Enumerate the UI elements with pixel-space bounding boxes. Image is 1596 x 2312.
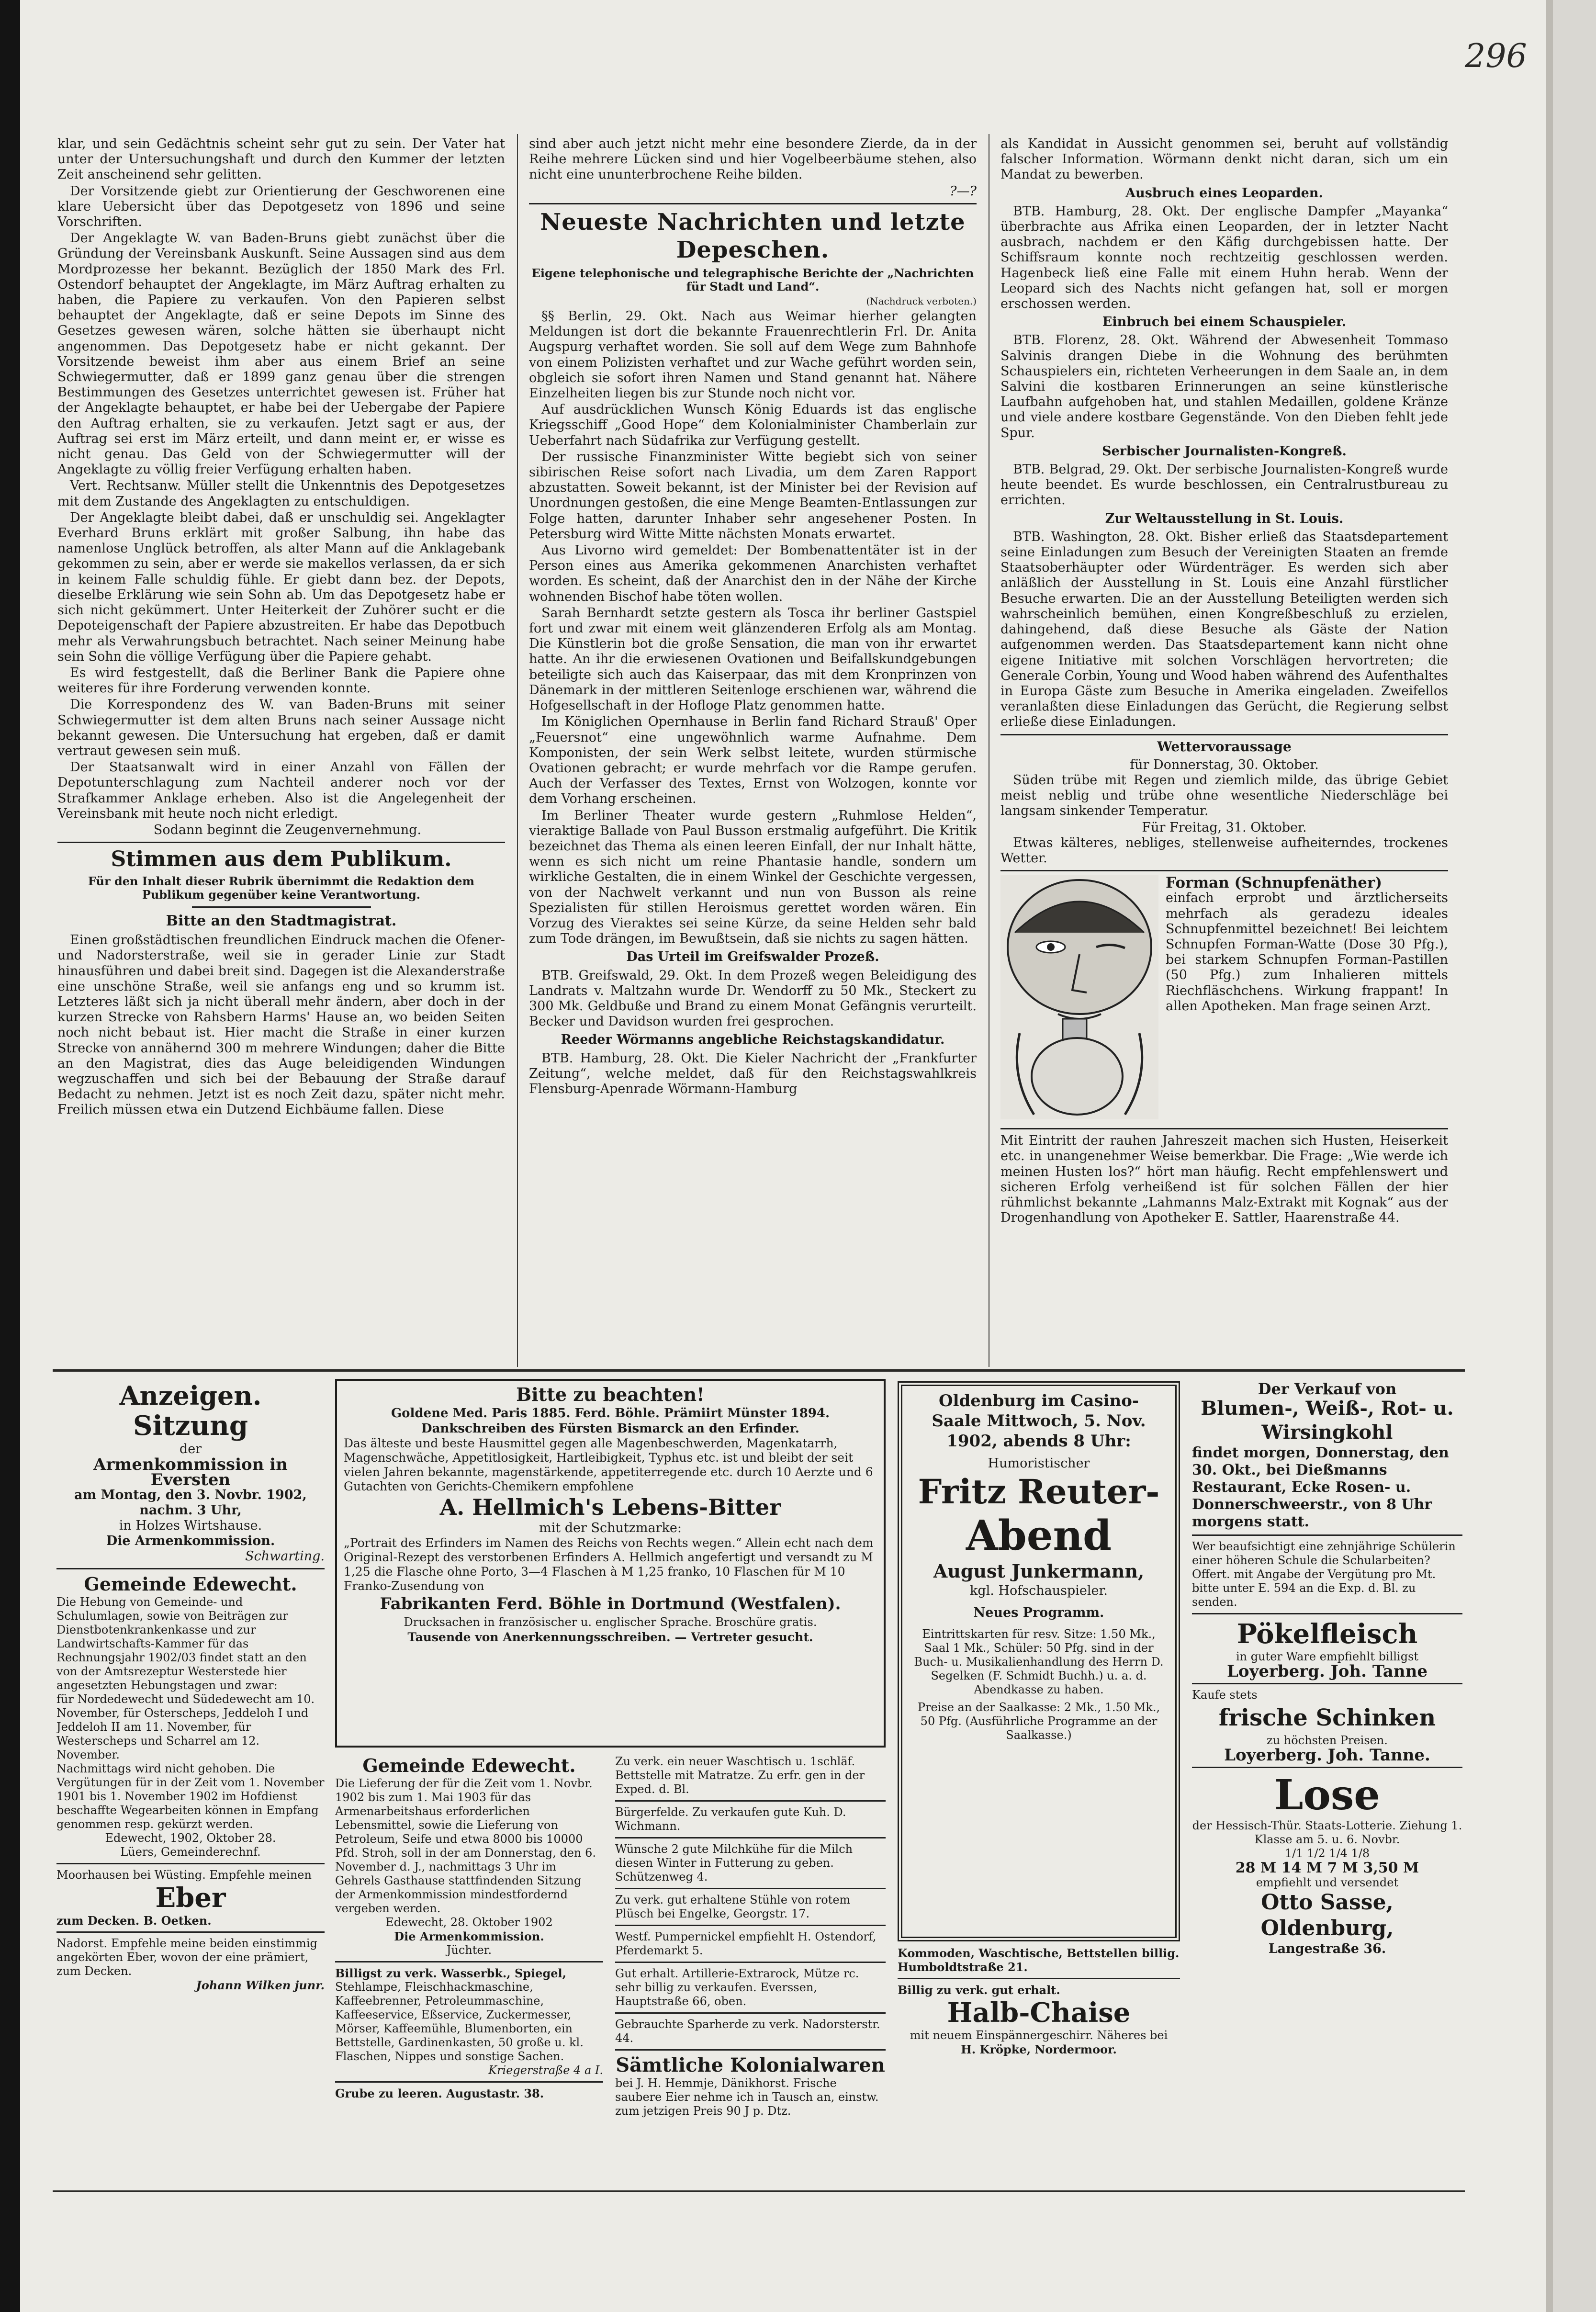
- ad-rule: [615, 1800, 886, 1802]
- ad-rule: [615, 1837, 886, 1838]
- ad-rule: [898, 1978, 1180, 1979]
- column-1: [57, 136, 505, 1119]
- edewecht-body: Die Hebung von Gemeinde- und Schulumlagen, sowie von Beiträgen zur Dienstbotenkrankenkasse und zur Landwirtschafts-Kammer für das Rechnungsjahr 1902/03 findet statt an den von der Amtsrezeptur Westerstede hier angesetzten Hebungstagen und zwar:: [56, 1595, 307, 1692]
- small-ad: Gut erhalt. Artillerie-Extrarock, Mütze rc. sehr billig zu verkaufen. Everssen, Hauptstraße 66, oben.: [615, 1967, 859, 2008]
- bitter-body: Das älteste und beste Hausmittel gegen alle Magenbeschwerden, Magenkatarrh, Magenschwäche, Appetitlosigkeit, Hartleibigkeit, Typhus etc. ist und bleibt der seit vielen Jahren bekannte, magenstärkende, appetiterregende etc. durch 10 Aerzte und 6 Gutachten von Gerichts-Chemikern empfohlene: [344, 1436, 873, 1493]
- paragraph: Aus Livorno wird gemeldet: Der Bombenattentäter ist in der Person eines aus Amerika gekommenen Anarchisten verhaftet worden. Es scheint, daß der Anarchist den in der Nähe der Kirche wohnenden Bischof habe töten wollen.: [529, 543, 977, 604]
- small-ad: Westf. Pumpernickel empfiehlt H. Ostendorf, Pferdemarkt 5.: [615, 1930, 877, 1957]
- edewecht-sig: Lüers, Gemeinderechnf.: [120, 1845, 261, 1859]
- ad-rule: [1192, 1613, 1462, 1614]
- eber-title: Eber: [155, 1882, 226, 1914]
- poekel-body: in guter Ware empfiehlt billigst: [1236, 1650, 1419, 1663]
- sasse-addr: Langestraße 36.: [1268, 1941, 1386, 1956]
- prices: Preise an der Saalkasse: 2 Mk., 1.50 Mk., 50 Pfg. (Ausführliche Programme an der Saalkasse.): [917, 1701, 1160, 1742]
- paragraph: klar, und sein Gedächtnis scheint sehr gut zu sein. Der Vater hat unter der Untersuchungshaft und durch den Kummer der letzten Zeit anscheinend sehr gelitten.: [57, 136, 505, 182]
- anzeigen-title: Anzeigen.: [119, 1381, 262, 1411]
- chaise-ad: [898, 1946, 1180, 2186]
- paragraph: BTB. Greifswald, 29. Okt. In dem Prozeß wegen Beleidigung des Landrats v. Maltzahn wurde Dr. Wendorff zu 50 Mk., Steckert zu 300 Mk. Geldbuße und Brand zu einem Monat Gefängnis verurteilt. Becker und Davidson wurden frei gesprochen.: [529, 968, 977, 1029]
- ad-rule: [56, 1568, 325, 1569]
- signature: ?—?: [950, 183, 977, 199]
- paragraph: Etwas kälteres, nebliges, stellenweise aufheiterndes, trockenes Wetter.: [1000, 835, 1448, 866]
- blumen-head: Der Verkauf von: [1258, 1381, 1397, 1398]
- sitzung-line: Schwarting.: [245, 1549, 325, 1564]
- forman-ad: [1000, 875, 1448, 1124]
- poekel-title: Pökelfleisch: [1236, 1618, 1418, 1650]
- programm: Neues Programm.: [973, 1605, 1104, 1620]
- blumen-body: findet morgen, Donnerstag, den 30. Okt., bei Dießmanns Restaurant, Ecke Rosen- u. Donnerschweerstr., von 8 Uhr morgens statt.: [1192, 1444, 1449, 1530]
- blumen-title: Blumen-, Weiß-, Rot- u. Wirsingkohl: [1201, 1397, 1454, 1444]
- paragraph: Der Angeklagte bleibt dabei, daß er unschuldig sei. Angeklagter Everhard Bruns erklärt mit großer Salbung, ihn habe das namenlose Unglück betroffen, als alter Mann auf die Anklagebank gekommen zu sein, aber er werde sie makellos verlassen, da er sich in keinem Falle schuldig fühle. Er giebt dann bez. der Depots, dieselbe Erklärung wie sein Sohn ab. Um das Depotgesetz habe er sich nicht gekümmert. Unter Heiterkeit der Zuhörer sucht er die Depoteigenschaft der Papiere abzustreiten. Er habe das Depotbuch mehr als Verwahrungsbuch betrachtet. Nach seiner Meinung habe sein Sohn die völlige Verfügung über die Papiere gehabt.: [57, 510, 505, 664]
- scan-edge: [0, 0, 20, 2312]
- billig-abz: Billig zu verk. gut erhalt.: [898, 1983, 1060, 1997]
- schinken-sig: Loyerberg. Joh. Tanne.: [1224, 1746, 1430, 1765]
- poekel-sig: Loyerberg. Joh. Tanne: [1227, 1662, 1427, 1681]
- column-3: [1000, 136, 1448, 1227]
- section-rule: [1000, 1128, 1448, 1129]
- subheading: Reeder Wörmanns angebliche Reichstagskandidatur.: [561, 1032, 945, 1048]
- lose-postage: empfiehlt und versendet: [1256, 1876, 1399, 1889]
- small-ad: Zu verk. gut erhaltene Stühle von rotem Plüsch bei Engelke, Georgstr. 17.: [615, 1893, 851, 1920]
- reuter-title: Fritz Reuter-: [918, 1472, 1160, 1511]
- sitzung-line: in Holzes Wirtshause.: [119, 1518, 262, 1533]
- billig-addr: Kriegerstraße 4 a I.: [488, 2064, 603, 2077]
- subheading: Serbischer Journalisten-Kongreß.: [1102, 443, 1347, 459]
- schinken-title: frische Schinken: [1218, 1704, 1436, 1731]
- small-ad: Zu verk. ein neuer Waschtisch u. 1schläf. Bettstelle mit Matratze. Zu erfr. gen in der Exped. d. Bl.: [615, 1755, 865, 1796]
- hofschauspieler: kgl. Hofschauspieler.: [970, 1583, 1108, 1598]
- schinken-head: Kaufe stets: [1192, 1688, 1258, 1702]
- section-rule: [192, 906, 371, 908]
- lose-title: Lose: [1274, 1771, 1380, 1819]
- paragraph: Auf ausdrücklichen Wunsch König Eduards ist das englische Kriegsschiff „Good Hope“ dem Kolonialminister Chamberlain zur Ueberfahrt nach Südafrika zur Verfügung gestellt.: [529, 402, 977, 448]
- ad-rule: [335, 1961, 603, 1962]
- casino-line: Oldenburg im Casino-: [938, 1391, 1139, 1410]
- ad-rule: [615, 2012, 886, 2014]
- paragraph: BTB. Washington, 28. Okt. Bisher erließ das Staatsdepartement seine Einladungen zum Besuch der Vereinigten Staaten an fremde Staatsoberhäupter oder Würdenträger. Es werden sich aber anläßlich der Ausstellung in St. Louis eine Anzahl fürstlicher Besuche erwarten. Die an der Ausstellung Beteiligten werden sich wahrscheinlich bemühen, einen Kongreßbeschluß zu erzielen, dahingehend, daß diese Besuche als Gäste der Nation aufgenommen werden. Das Staatsdepartement kann nicht ohne eigene Initiative mit solchen Vorschlägen hervortreten; die Generale Corbin, Young und Wood haben während des Aufenthaltes in Europa Gäste zum Besuche in Amerika eingeladen. Zweifellos veranlaßten diese Einladungen das Gerücht, die Regierung selbst erließe diese Einladungen.: [1000, 529, 1448, 730]
- paragraph: Es wird festgestellt, daß die Berliner Bank die Papiere ohne weiteres für ihre Forderung verwenden konnte.: [57, 665, 505, 696]
- bitter-firm: Fabrikanten Ferd. Böhle in Dortmund (Westfalen).: [380, 1594, 841, 1613]
- ad-rule: [1192, 1767, 1462, 1768]
- paragraph: BTB. Hamburg, 28. Okt. Die Kieler Nachricht der „Frankfurter Zeitung“, welche meldet, daß für den Reichstagswahlkreis Flensburg-Apenrade Wörmann-Hamburg: [529, 1050, 977, 1096]
- junkermann: August Junkermann,: [933, 1560, 1145, 1582]
- subheading: Ausbruch eines Leoparden.: [1125, 185, 1323, 201]
- cough-ad: Mit Eintritt der rauhen Jahreszeit machen sich Husten, Heiserkeit etc. in unangenehmer Weise bemerkbar. Die Frage: „Wie werde ich meinen Husten los?“ hört man häufig. Recht empfehlenswert und sicheren Erfolg verheißend ist für solchen Fällen der hier rühmlichst bekannte „Lahmanns Malz-Extrakt mit Kognak“ aus der Drogenhandlung von Apotheker E. Sattler, Haarenstraße 44.: [1000, 1133, 1448, 1226]
- edewecht2-title: Gemeinde Edewecht.: [362, 1755, 576, 1776]
- casino-line: 1902, abends 8 Uhr:: [946, 1432, 1131, 1451]
- paragraph: §§ Berlin, 29. Okt. Nach aus Weimar hierher gelangten Meldungen ist dort die bekannte Frauenrechtlerin Frl. Dr. Anita Augspurg verhaftet worden. Sie soll auf dem Wege zum Bahnhofe von einem Polizisten verhaftet und zur Wache geführt worden sein, obgleich sie sofort ihren Namen und Stand genannt hat. Nähere Einzelheiten liegen bis zur Stunde noch nicht vor.: [529, 309, 977, 401]
- bismarck-line: Dankschreiben des Fürsten Bismarck an den Erfinder.: [421, 1421, 799, 1436]
- bitter-title: A. Hellmich's Lebens-Bitter: [439, 1494, 781, 1520]
- paragraph: Der russische Finanzminister Witte begiebt sich von seiner sibirischen Reise sofort nach Livadia, um dem Zaren Rapport abzustatten. Soweit bekannt, ist der Minister bei der Revision auf Unordnungen gestoßen, die eine Menge Beamten-Entlassungen zur Folge hatten, darunter Inhaber sehr angesehener Posten. In Petersburg wird Witte Mitte nächsten Monats erwartet.: [529, 449, 977, 541]
- ad-rule: [335, 2081, 603, 2083]
- medals: Goldene Med. Paris 1885. Ferd. Böhle. Prämiirt Münster 1894.: [391, 1406, 830, 1421]
- ads-column-a: [56, 1381, 325, 2181]
- subheading: Zur Weltausstellung in St. Louis.: [1105, 511, 1344, 526]
- schinken-body: zu höchsten Preisen.: [1267, 1734, 1388, 1747]
- section-rule: [1000, 734, 1448, 735]
- forman-body: einfach erprobt und ärztlicherseits mehrfach als geradezu ideales Schnupfenmittel bezeichnet! Bei leichtem Schnupfen Forman-Watte (Dose 30 Pfg.), bei starkem Schnupfen Forman-Pastillen (50 Pfg.) zum Inhalieren mittels Riechfläschchens. Wirkung frappant! In allen Apotheken. Man frage seinen Arzt.: [1166, 891, 1448, 1014]
- sitzung-line: Die Armenkommission.: [106, 1534, 275, 1548]
- section-rule: [57, 842, 505, 843]
- paragraph: Im Königlichen Opernhause in Berlin fand Richard Strauß' Oper „Feuersnot“ eine ungewöhnlich warme Aufnahme. Dem Komponisten, der sein Werk selbst leitete, wurden stürmische Ovationen gebracht; er wurde mehrfach vor die Rampe gerufen. Auch der Verfasser des Textes, Ernst von Wolzogen, konnte vor dem Vorhang erscheinen.: [529, 714, 977, 807]
- edewecht2-sig: Die Armenkommission.: [394, 1929, 544, 1943]
- edewecht-end: Nachmittags wird nicht gehoben. Die Vergütungen für in der Zeit vom 1. November 1901 bis 1. November 1902 im Hofdienst beschaffte Wegearbeiten können in Empfang genommen resp. gekürzt werden.: [56, 1762, 325, 1831]
- ad-rule: [56, 1931, 325, 1933]
- bitter-ad: [335, 1379, 886, 1748]
- sasse-title: Otto Sasse, Oldenburg,: [1260, 1890, 1394, 1940]
- edewecht-title: Gemeinde Edewecht.: [84, 1573, 297, 1595]
- paragraph: BTB. Belgrad, 29. Okt. Der serbische Journalisten-Kongreß wurde heute beendet. Es wurde beschlossen, ein Centralrustbureau zu errichten.: [1000, 462, 1448, 508]
- paragraph: Sarah Bernhardt setzte gestern als Tosca ihr berliner Gastspiel fort und zwar mit einem weit glänzenderen Erfolg als am Montag. Die Künstlerin bot die große Sensation, die man von ihr erwartet hatte. An ihr die erwiesenen Ovationen und Beifallskundgebungen beteiligte sich auch das Kaiserpaar, das mit dem Kronprinzen von Dänemark in der mittleren Seitenloge erschienen war, während die Hofgesellschaft in der Hofloge Platz genommen hatte.: [529, 605, 977, 713]
- lose-prices: 28 M 14 M 7 M 3,50 M: [1235, 1860, 1419, 1876]
- weather-day: Für Freitag, 31. Oktober.: [1142, 820, 1307, 835]
- ad-rule: [1192, 1683, 1462, 1684]
- column-2: [529, 136, 977, 1098]
- paragraph: Der Angeklagte W. van Baden-Bruns giebt zunächst über die Gründung der Vereinsbank Auskunft. Seine Aussagen sind aus dem Mordprozesse her bekannt. Bezüglich der 1850 Mark des Frl. Ostendorf behauptet der Angeklagte, im März Auftrag erhalten zu haben, die Papiere zu verkaufen. Von den Papieren selbst behauptet der Angeklagte, daß er seine Depots im Sinne des Gesetzes gewesen wären, solche hätten sie überhaupt nicht angenommen. Das Depotgesetz habe er nicht gekannt. Der Vorsitzende beweist ihm aber aus einem Brief an seine Schwiegermutter, daß er 1899 ganz genau über die strengen Bestimmungen des Gesetzes unterrichtet gewesen ist. Früher hat der Angeklagte behauptet, er habe bei der Uebergabe der Papiere den Auftrag erhalten, sie zu verkaufen. Jetzt sagt er aus, der Auftrag sei erst im März erteilt, und dann meint er, er wisse es nicht genau. Das Geld von der Schwiegermutter will der Angeklagte zu völlig freier Verfügung erhalten haben.: [57, 231, 505, 477]
- small-ad: Gebrauchte Sparherde zu verk. Nadorsterstr. 44.: [615, 2018, 880, 2045]
- ad-rule: [615, 2049, 886, 2051]
- ad-rule: [615, 1925, 886, 1926]
- sitzung-line: am Montag, den 3. Novbr. 1902,: [74, 1488, 307, 1502]
- ad-rule: [56, 1863, 325, 1864]
- bitter-foot2: Tausende von Anerkennungsschreiben. — Vertreter gesucht.: [407, 1630, 813, 1644]
- eber-head: Moorhausen bei Wüsting. Empfehle meinen: [56, 1868, 312, 1882]
- edewecht2-sig: Jüchter.: [446, 1943, 492, 1957]
- paragraph: Süden trübe mit Regen und ziemlich milde, das übrige Gebiet meist neblig und trübe ohne wesentliche Niederschläge bei langsam sinkender Temperatur.: [1000, 772, 1448, 819]
- page-number: 296: [1465, 37, 1527, 75]
- lose-body: der Hessisch-Thür. Staats-Lotterie. Ziehung 1. Klasse am 5. u. 6. Novbr.: [1192, 1819, 1462, 1846]
- reuter-ad: [898, 1381, 1180, 1941]
- chaise-sig: H. Kröpke, Nordermoor.: [961, 2042, 1117, 2056]
- edewecht2-sig: Edewecht, 28. Oktober 1902: [385, 1916, 553, 1929]
- ad-rule: [615, 1888, 886, 1889]
- paragraph: BTB. Florenz, 28. Okt. Während der Abwesenheit Tommaso Salvinis drangen Diebe in die Wohnung des berühmten Schauspielers ein, richteten Verheerungen in dem Saale an, in dem Salvini die kostbaren Erinnerungen an seine künstlerische Laufbahn aufgehoben hat, und stahlen Medaillen, goldene Kränze und viele andere kostbare Gegenstände. Von den Dieben fehlt jede Spur.: [1000, 333, 1448, 440]
- forman-title: Forman (Schnupfenäther): [1166, 874, 1382, 892]
- ad-rule: [1192, 1534, 1462, 1536]
- ads-separator: [53, 1369, 1465, 1372]
- section-title: Stimmen aus dem Publikum.: [111, 847, 452, 872]
- nadorst-ad: Nadorst. Empfehle meine beiden einstimmig angekörten Eber, wovon der eine prämiert, zum Decken.: [56, 1937, 317, 1978]
- paragraph: Einen großstädtischen freundlichen Eindruck machen die Ofener- und Nadorsterstraße, weil sie in gerader Linie zur Stadt hinausführen und dabei breit sind. Dagegen ist die Alexanderstraße eine unschöne Straße, weil sie anfangs eng und so krumm ist. Letzteres läßt sich ja nicht überall mehr ändern, aber doch in der kurzen Strecke von Rahsbern Harms' Hause an, wo beiden Seiten noch nicht bebaut ist. Hier macht die Straße in einer kurzen Strecke von annähernd 300 m mehrere Windungen; daher die Bitte an den Magistrat, dies das Auge beleidigenden Windungen wegzuschaffen und sich bei der Bebauung der Straße darauf Bedacht zu nehmen. Jetzt ist es noch Zeit dazu, später nicht mehr. Freilich müssen etwa ein Dutzend Eichbäume fallen. Diese: [57, 933, 505, 1117]
- paragraph: BTB. Hamburg, 28. Okt. Der englische Dampfer „Mayanka“ überbrachte aus Afrika einen Leoparden, der in letzter Nacht ausbrach, nachdem er den Käfig durchgebissen hatte. Der Schiffsraum konnte noch rechtzeitig geschlossen werden. Hagenbeck ließ eine Falle mit einem Huhn herab. Wenn der Leopard sich des Nachts nicht gefangen hat, soll er morgen erschossen werden.: [1000, 203, 1448, 312]
- weather-day: für Donnerstag, 30. Oktober.: [1130, 757, 1319, 772]
- weather-title: Wettervoraussage: [1157, 738, 1292, 755]
- paragraph: Der Vorsitzende giebt zur Orientierung der Geschworenen eine klare Uebersicht über das Depotgesetz von 1896 und seine Vorschriften.: [57, 183, 505, 230]
- bitter-mark: mit der Schutzmarke:: [539, 1521, 682, 1535]
- section-rule: [1000, 870, 1448, 871]
- kommoden-ad: Kommoden, Waschtische, Bettstellen billig. Humboldtstraße 21.: [898, 1946, 1180, 1974]
- chaise-body: mit neuem Einspännergeschirr. Näheres bei: [910, 2029, 1168, 2042]
- grube-ad: Grube zu leeren. Augustastr. 38.: [335, 2086, 544, 2100]
- section-note: (Nachdruck verboten.): [866, 295, 977, 307]
- subheading: Das Urteil im Greifswalder Prozeß.: [626, 949, 879, 965]
- subheading: Einbruch bei einem Schauspieler.: [1102, 315, 1347, 330]
- tickets: Eintrittskarten für resv. Sitze: 1.50 Mk., Saal 1 Mk., Schüler: 50 Pfg. sind in der Buch- u. Musikalienhandlung des Herrn D. Segelken (F. Schmidt Buchh.) u. a. d. Abendkasse zu haben.: [914, 1627, 1164, 1696]
- edewecht2-body: Die Lieferung der für die Zeit vom 1. Novbr. 1902 bis zum 1. Mai 1903 für das Armenarbeitshaus erforderlichen Lebensmittel, sowie die Lieferung von Petroleum, Seife und etwa 8000 bis 10000 Pfd. Stroh, soll in der am Donnerstag, den 6. November d. J., nachmittags 3 Uhr im Gehrels Gasthause stattfindenden Sitzung der Armenkommission mindestfordernd vergeben werden.: [335, 1777, 596, 1915]
- bitte-title: Bitte zu beachten!: [516, 1384, 705, 1405]
- sitzung-title: Sitzung: [133, 1410, 248, 1442]
- casino-sub: Humoristischer: [988, 1456, 1090, 1471]
- billig-title: Billigst zu verk. Wasserbk., Spiegel,: [335, 1966, 566, 1980]
- sitzung-line: Armenkommission in Eversten: [93, 1455, 288, 1489]
- lose-fracs: 1/1 1/2 1/4 1/8: [1284, 1847, 1370, 1860]
- schueler-ad: Wer beaufsichtigt eine zehnjährige Schülerin einer höheren Schule die Schularbeiten? Offert. mit Angabe der Vergütung pro Mt. bitte unter E. 594 an die Exp. d. Bl. zu senden.: [1192, 1540, 1456, 1609]
- section-subtitle: Eigene telephonische und telegraphische Berichte der „Nachrichten für Stadt und Land“.: [531, 266, 974, 293]
- edewecht-dates: für Nordedewecht und Südedewecht am 10. November, für Osterscheps, Jeddeloh I und Jeddeloh II am 11. November, für Westerscheps und Scharrel am 12. November.: [56, 1692, 315, 1761]
- chaise-title: Halb-Chaise: [947, 1997, 1131, 2029]
- paragraph: Vert. Rechtsanw. Müller stellt die Unkenntnis des Depotgesetzes mit dem Zustande des Angeklagten zu entschuldigen.: [57, 478, 505, 509]
- paragraph: Sodann beginnt die Zeugenvernehmung.: [153, 822, 422, 837]
- column-rule: [517, 134, 518, 1367]
- bottom-rule: [53, 2190, 1465, 2192]
- section-note: Für den Inhalt dieser Rubrik übernimmt die Redaktion dem Publikum gegenüber keine Verantwortung.: [88, 874, 475, 902]
- section-title: Neueste Nachrichten und letzte Depeschen.: [540, 208, 966, 263]
- kolonial-body: bei J. H. Hemmje, Dänikhorst. Frische saubere Eier nehme ich in Tausch an, einstw. zum jetzigen Preis 90 J p. Dtz.: [615, 2076, 879, 2118]
- reuter-abend: Abend: [966, 1511, 1112, 1560]
- billig-body: Stehlampe, Fleischhackmaschine, Kaffeebrenner, Petroleummaschine, Kaffeeservice, Eßservice, Zuckermesser, Mörser, Kaffeemühle, Blumenborten, ein Bettstelle, Gardinenkasten, 50 große u. kl. Flaschen, Nippes und sonstige Sachen.: [335, 1980, 584, 2063]
- paragraph: Der Staatsanwalt wird in einer Anzahl von Fällen der Depotunterschlagung zum Nachteil anderer noch vor der Strafkammer Anklage erheben. Also ist die Angelegenheit der Vereinsbank mit heute noch nicht erledigt.: [57, 760, 505, 821]
- edewecht-2-ad: [335, 1755, 603, 2186]
- casino-line: Saale Mittwoch, 5. Nov.: [932, 1411, 1146, 1431]
- section-rule: [529, 203, 977, 204]
- forman-text: [1166, 875, 1448, 1014]
- forman-illustration: [1000, 875, 1158, 1119]
- edewecht-sig: Edewecht, 1902, Oktober 28.: [105, 1831, 276, 1845]
- small-ad: Bürgerfelde. Zu verkaufen gute Kuh. D. Wichmann.: [615, 1805, 846, 1833]
- ads-column-right: [1192, 1381, 1462, 2186]
- sitzung-line: der: [179, 1442, 202, 1456]
- paragraph: Die Korrespondenz des W. van Baden-Bruns mit seiner Schwiegermutter ist dem alten Bruns nach seiner Aussage nicht bekannt gewesen. Die Untersuchung hat ergeben, daß er damit vertraut gewesen sein muß.: [57, 697, 505, 758]
- paragraph: Im Berliner Theater wurde gestern „Ruhmlose Helden“, vieraktige Ballade von Paul Busson erstmalig aufgeführt. Die Kritik bezeichnet das Thema als einen leeren Einfall, der nur Inhalt hätte, wenn es sich nicht um reine Phantasie handle, sondern um wirkliche Gestalten, die in einem Winkel der Geschichte vergessen, von der Nachwelt verkannt und nun von Busson als reine Spezialisten für stillen Heroismus gerettet worden wären. Ein Vorzug des Vieraktes sei seine Kürze, da seine Helden sehr bald zum Tode drängen, im Bewußtsein, daß sie nichts zu sagen hätten.: [529, 808, 977, 947]
- kolonial-title: Sämtliche Kolonialwaren: [616, 2054, 885, 2076]
- bitter-body2: „Portrait des Erfinders im Namen des Reichs von Rechts wegen.“ Allein echt nach dem Original-Rezept des verstorbenen Erfinders A. Hellmich angefertigt und versandt zu M 1,25 die Flasche ohne Porto, 3—4 Flaschen à M 1,25 franko, 10 Flaschen für M 10 Franko-Zusendung von: [344, 1536, 874, 1593]
- letter-title: Bitte an den Stadtmagistrat.: [166, 913, 397, 930]
- sitzung-line: nachm. 3 Uhr,: [139, 1503, 242, 1518]
- nadorst-sig: Johann Wilken junr.: [196, 1978, 325, 1992]
- eber-foot: zum Decken. B. Oetken.: [56, 1914, 212, 1928]
- bitter-foot: Drucksachen in französischer u. englischer Sprache. Broschüre gratis.: [404, 1615, 817, 1629]
- paragraph: als Kandidat in Aussicht genommen sei, beruht auf vollständig falscher Information. Wörmann denkt nicht daran, sich um ein Mandat zu bewerben.: [1000, 136, 1448, 182]
- ad-rule: [615, 1962, 886, 1963]
- paragraph: sind aber auch jetzt nicht mehr eine besondere Zierde, da in der Reihe mehrere Lücken sind und hier Vogelbeerbäume stehen, also nicht eine ununterbrochene Reihe bilden.: [529, 136, 977, 182]
- small-ad: Wünsche 2 gute Milchkühe für die Milch diesen Winter in Futterung zu geben. Schützenweg 4.: [615, 1842, 853, 1883]
- small-ads: [615, 1755, 886, 2186]
